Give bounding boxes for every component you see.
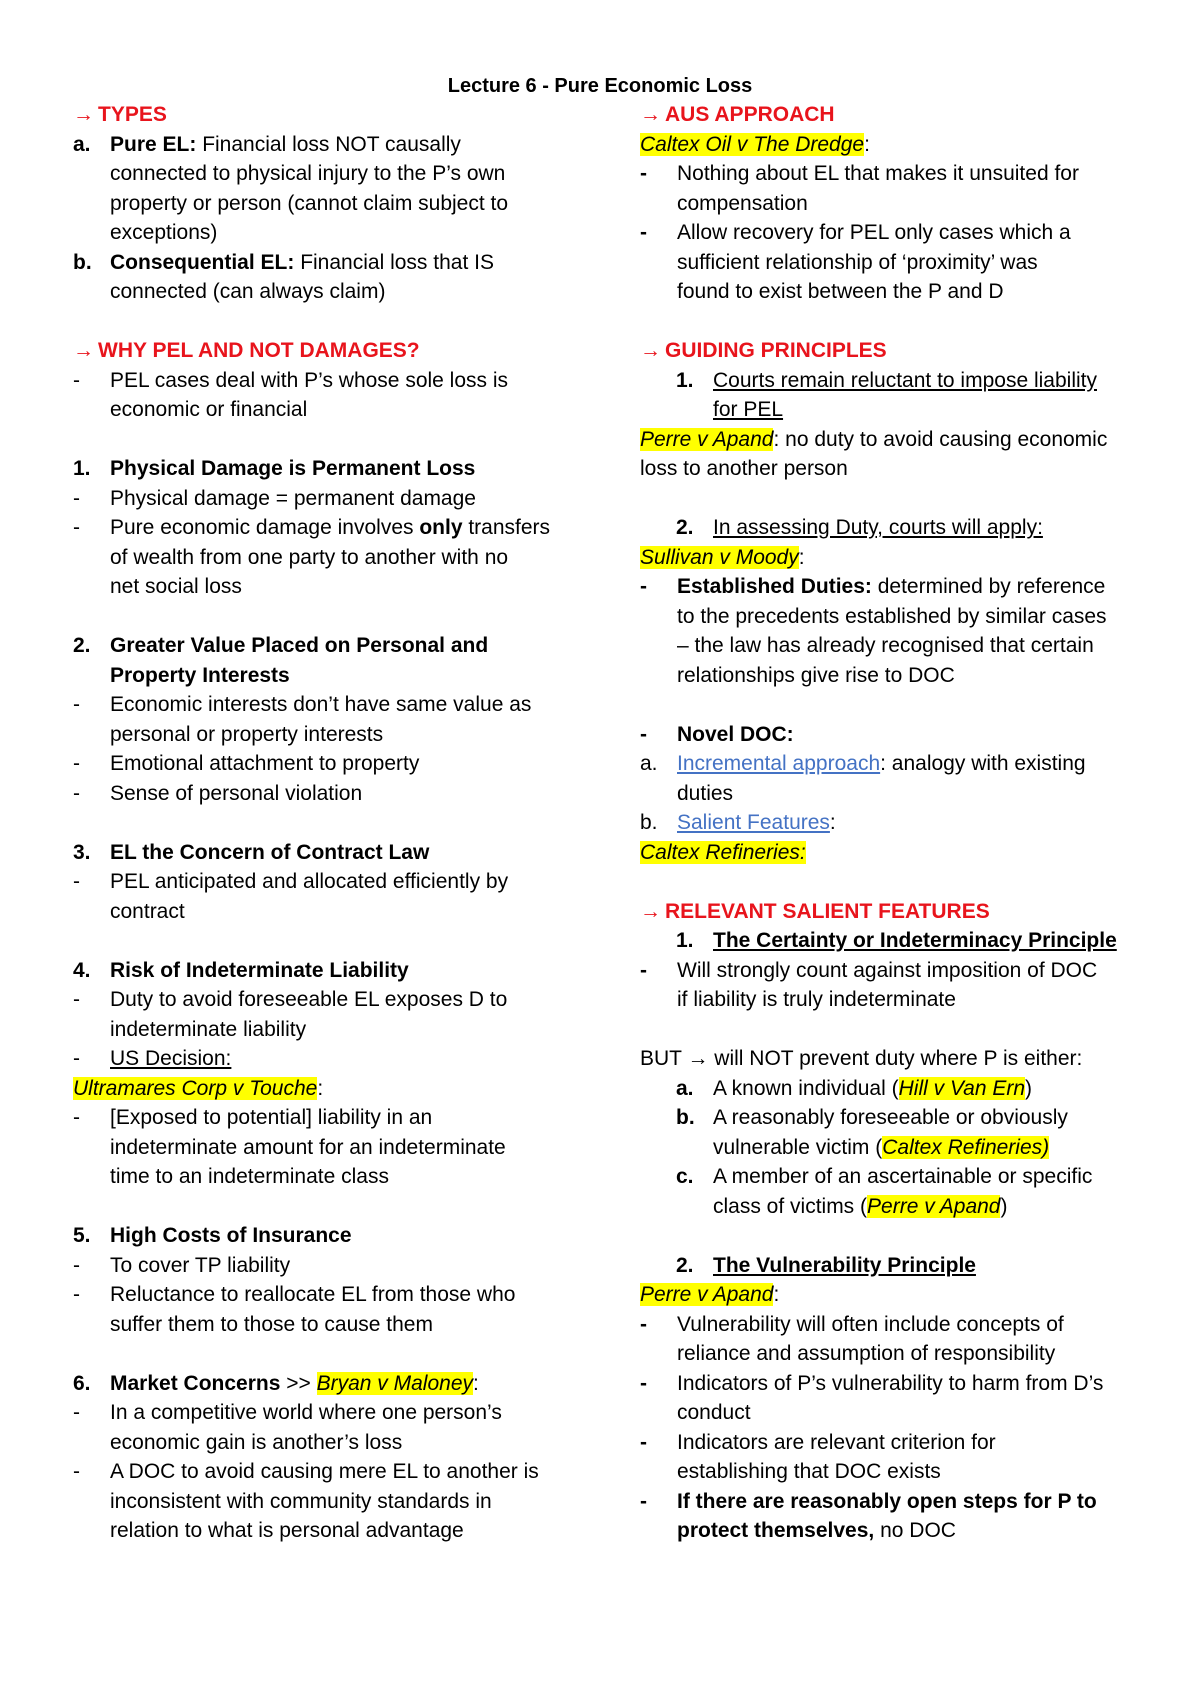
list-item: - A DOC to avoid causing mere EL to another is bbox=[73, 1460, 539, 1483]
list-item: - In a competitive world where one person’s bbox=[73, 1401, 502, 1424]
list-item: - Indicators of P’s vulnerability to harm from D’s bbox=[640, 1371, 1104, 1395]
case-reference: Ultramares Corp v Touche: bbox=[73, 1076, 324, 1100]
list-item: b. A reasonably foreseeable or obviously bbox=[676, 1106, 1068, 1129]
reason-6-title: 6. Market Concerns >> Bryan v Maloney: bbox=[73, 1371, 479, 1395]
principle-vulnerability: 2. The Vulnerability Principle bbox=[676, 1253, 976, 1277]
arrow-right-icon: → bbox=[73, 339, 94, 362]
arrow-right-icon: → bbox=[640, 339, 661, 362]
list-item: - Sense of personal violation bbox=[73, 781, 363, 805]
list-item: b. Consequential EL: Financial loss that IS bbox=[73, 250, 494, 274]
arrow-right-icon: → bbox=[640, 899, 661, 923]
list-item: - Economic interests don’t have same value as bbox=[73, 693, 532, 716]
reason-3-title: 3. EL the Concern of Contract Law bbox=[73, 840, 430, 864]
principle-certainty: 1. The Certainty or Indeterminacy Principle bbox=[676, 929, 1117, 952]
case-reference: Caltex Refineries: bbox=[640, 840, 806, 864]
heading-why-pel: → WHY PEL AND NOT DAMAGES? bbox=[73, 339, 420, 362]
list-item: - If there are reasonably open steps for P to bbox=[640, 1489, 1097, 1513]
but-line: BUT → will NOT prevent duty where P is either: bbox=[640, 1047, 1083, 1070]
arrow-right-icon: → bbox=[73, 103, 94, 126]
list-item: - Will strongly count against imposition of DOC bbox=[640, 958, 1098, 982]
list-item: - To cover TP liability bbox=[73, 1253, 291, 1277]
reason-5-title: 5. High Costs of Insurance bbox=[73, 1224, 352, 1247]
heading-types: → TYPES bbox=[73, 103, 167, 126]
heading-aus-approach: → AUS APPROACH bbox=[640, 103, 835, 126]
list-item: - Indicators are relevant criterion for bbox=[640, 1430, 996, 1454]
list-item: a. Pure EL: Financial loss NOT causally bbox=[73, 132, 461, 156]
incremental-approach-link[interactable]: Incremental approach bbox=[677, 752, 881, 775]
arrow-right-icon: → bbox=[687, 1047, 709, 1070]
salient-features-link[interactable]: Salient Features bbox=[677, 811, 830, 834]
heading-relevant-salient-features: → RELEVANT SALIENT FEATURES bbox=[640, 899, 990, 923]
list-item: - Physical damage = permanent damage bbox=[73, 486, 476, 510]
reason-2-title: 2. Greater Value Placed on Personal and bbox=[73, 634, 489, 657]
list-item: a. Incremental approach: analogy with existing bbox=[640, 752, 1086, 775]
list-item: - Nothing about EL that makes it unsuited for bbox=[640, 162, 1079, 185]
case-reference: Caltex Oil v The Dredge: bbox=[640, 132, 870, 156]
list-item: - [Exposed to potential] liability in an bbox=[73, 1106, 433, 1129]
list-item: - Reluctance to reallocate EL from those who bbox=[73, 1283, 516, 1306]
list-item: - Pure economic damage involves only transfers bbox=[73, 516, 551, 539]
page-title: Lecture 6 - Pure Economic Loss bbox=[447, 75, 753, 97]
list-item: - Duty to avoid foreseeable EL exposes D to bbox=[73, 988, 508, 1011]
case-reference: Sullivan v Moody: bbox=[640, 545, 805, 569]
case-reference: Perre v Apand: bbox=[640, 1283, 780, 1306]
right-column: → AUS APPROACH Caltex Oil v The Dredge: - Nothing about EL that makes it unsuited for compensation - Allow recovery for PEL only cases which a sufficient relationship of ‘proximity’ was found to exist between the P and D → GUIDING PRINCIPLES 1. Courts remain reluctant to impose liability for PEL Perre v Apand: no duty to avoid causing economic loss to another person 2. In assessing Duty, courts will apply: Sullivan v Moody: - Established Duties: determined by reference to the precedents established by similar cases – the law has already recognised that certain relationships give rise to DOC - Novel DOC: a. Incremental approach: analogy with existing duties b. Salient Features: Caltex Refineries: → RELEVANT SALIENT FEATURES 1. The Certainty or Indeterminacy Principle - Will strongly count against imposition of DOC if liability is truly indeterminate BUT → will NOT prevent duty where P is either: a. A known individual (Hill v Van Ern) b. A reasonably foreseeable or obviously vulnerable victim (Caltex Refineries) c. A member of an ascertainable or specific class of victims (Perre v Apand) 2. The Vulnerability Principle Perre v Apand: - Vulnerability will often include concepts of reliance and assumption of responsibility - Indicators of P’s vulnerability to harm from D’s conduct - Indicators are relevant criterion for establishing that DOC exists - If there are reasonably open steps for P to protect themselves, no DOC bbox=[640, 100, 1140, 1546]
principle-2: 2. In assessing Duty, courts will apply: bbox=[676, 516, 1043, 539]
list-item: - Vulnerability will often include concepts of bbox=[640, 1312, 1064, 1336]
list-item: - Established Duties: determined by reference bbox=[640, 575, 1106, 598]
list-item: - Allow recovery for PEL only cases which a bbox=[640, 221, 1071, 244]
list-item: - US Decision: bbox=[73, 1047, 232, 1070]
heading-guiding-principles: → GUIDING PRINCIPLES bbox=[640, 339, 887, 362]
list-item: - Emotional attachment to property bbox=[73, 752, 420, 775]
principle-1: 1. Courts remain reluctant to impose liability bbox=[676, 368, 1097, 392]
arrow-right-icon: → bbox=[640, 103, 661, 126]
reason-4-title: 4. Risk of Indeterminate Liability bbox=[73, 958, 409, 982]
reason-1-title: 1. Physical Damage is Permanent Loss bbox=[73, 457, 476, 480]
list-item: - PEL anticipated and allocated efficiently by bbox=[73, 870, 509, 893]
list-item: - PEL cases deal with P’s whose sole loss is bbox=[73, 368, 509, 392]
left-column: → TYPES a. Pure EL: Financial loss NOT causally connected to physical injury to the P’s own property or person (cannot claim subject to exceptions) b. Consequential EL: Financial loss that IS connected (can always claim) → WHY PEL AND NOT DAMAGES? - PEL cases deal with P’s whose sole loss is economic or financial 1. Physical Damage is Permanent Loss - Physical damage = permanent damage - Pure economic damage involves only transfers of wealth from one party to another with no net social loss 2. Greater Value Placed on Personal and Property Interests - Economic interests don’t have same value as personal or property interests - Emotional attachment to property - Sense of personal violation 3. EL the Concern of Contract Law - PEL anticipated and allocated efficiently by contract 4. Risk of Indeterminate Liability - Duty to avoid foreseeable EL exposes D to indeterminate liability - US Decision: Ultramares Corp v Touche: - [Exposed to potential] liability in an indeterminate amount for an indeterminate time to an indeterminate class 5. High Costs of Insurance - To cover TP liability - Reluctance to reallocate EL from those who suffer them to those to cause them 6. Market Concerns >> Bryan v Maloney: - In a competitive world where one person’s economic gain is another’s loss - A DOC to avoid causing mere EL to another is inconsistent with community standards in relation to what is personal advantage bbox=[73, 100, 593, 1546]
list-item: b. Salient Features: bbox=[640, 811, 836, 834]
list-item: - Novel DOC: bbox=[640, 722, 794, 746]
list-item: a. A known individual (Hill v Van Ern) bbox=[676, 1076, 1033, 1100]
list-item: c. A member of an ascertainable or specific bbox=[676, 1165, 1093, 1188]
case-reference: Perre v Apand: no duty to avoid causing economic bbox=[640, 427, 1108, 451]
